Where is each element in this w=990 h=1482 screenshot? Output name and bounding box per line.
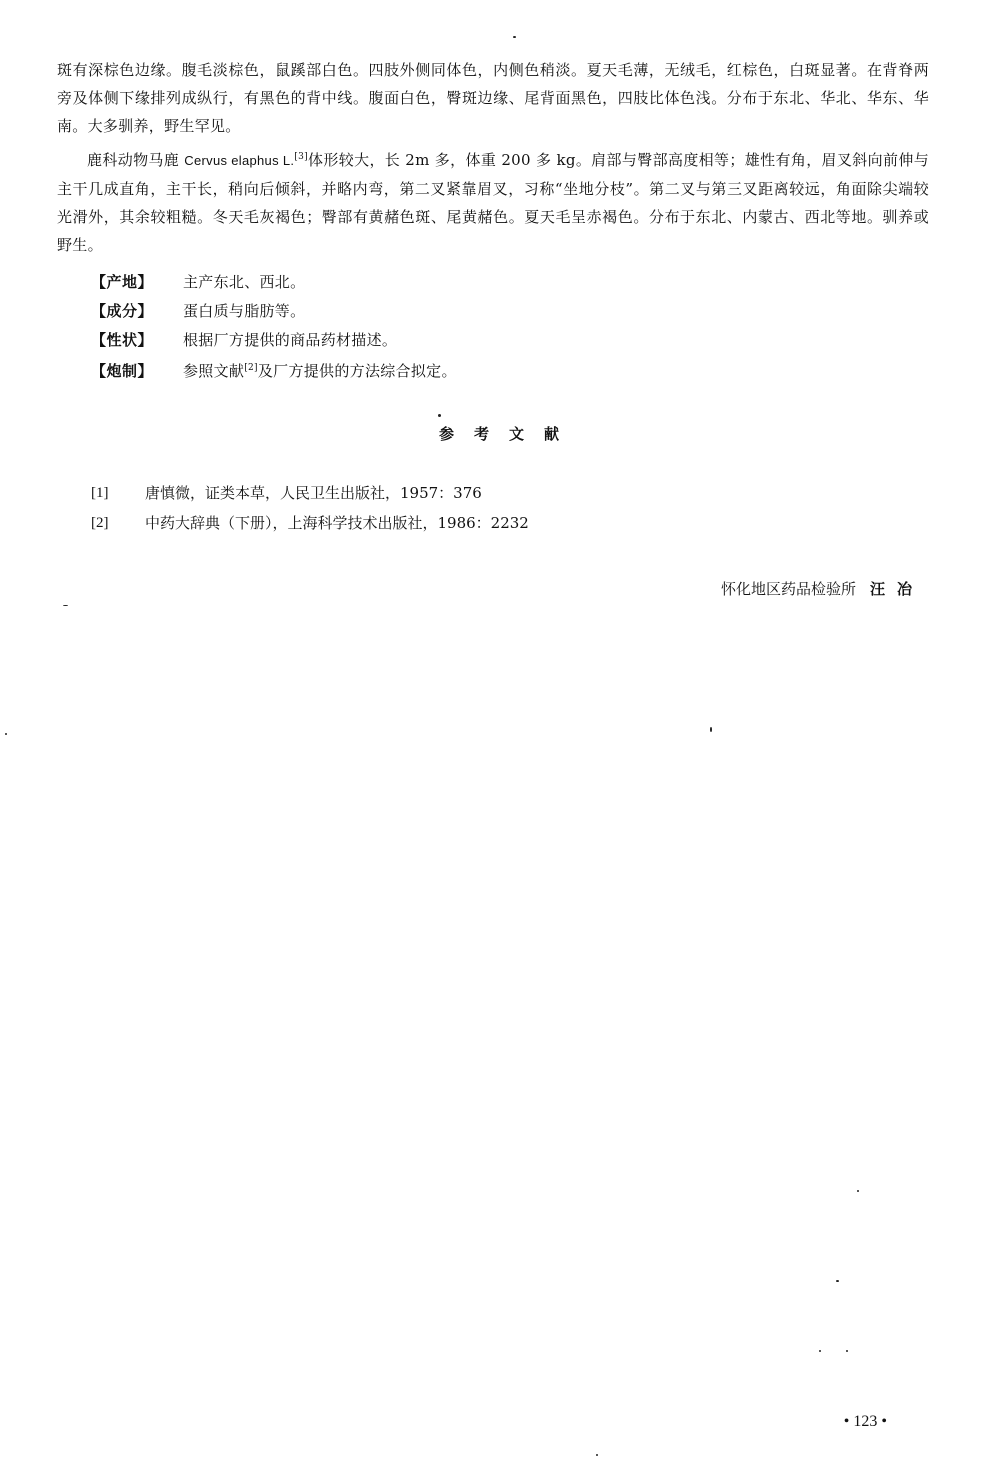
body-paragraph-1: 斑有深棕色边缘。腹毛淡棕色，鼠蹊部白色。四肢外侧同体色，内侧色稍淡。夏天毛薄，无绒毛，红棕色，白斑显著。在背脊两旁及体侧下缘排列成纵行，有黑色的背中线。腹面白色，臀斑边缘、尾背面黑色，四肢比体色浅。分布于东北、华北、华东、华南。大多驯养，野生罕见。 <box>57 61 929 135</box>
reference-number: [2] <box>91 515 109 531</box>
author-line <box>721 579 924 599</box>
citation-marker: [2] <box>244 363 258 373</box>
reference-item <box>91 513 529 533</box>
field-label: 【炮制】 <box>91 362 154 380</box>
scan-speck <box>513 36 516 38</box>
scan-speck <box>710 727 712 732</box>
paragraph-2-lead: 鹿科动物马鹿 <box>87 151 180 169</box>
field-value: 蛋白质与脂肪等。 <box>183 302 306 320</box>
field-processing <box>91 361 457 381</box>
reference-text: 中药大辞典（下册），上海科学技术出版社，1986：2232 <box>145 514 529 532</box>
field-label: 【成分】 <box>91 302 154 320</box>
page-number: • 123 • <box>843 1413 887 1430</box>
field-value <box>183 361 457 381</box>
reference-item <box>91 483 482 503</box>
scan-speck <box>596 1454 598 1456</box>
field-composition <box>91 301 305 321</box>
body-paragraph-2 <box>57 146 929 259</box>
field-origin <box>91 272 305 292</box>
scan-speck <box>5 733 7 735</box>
scan-speck <box>819 1350 821 1352</box>
field-value: 根据厂方提供的商品药材描述。 <box>183 331 398 349</box>
paragraph-2-body: 体形较大，长 2m 多，体重 200 多 kg。肩部与臀部高度相等；雄性有角，眉叉斜向前伸与主干几成直角，主干长，稍向后倾斜，并略内弯，第二叉紧靠眉叉，习称“坐地分枝”。第二叉与第三叉距离较远，角面除尖端较光滑外，其余较粗糙。冬天毛灰褐色；臀部有黄赭色斑、尾黄赭色。夏天毛呈赤褐色。分布于东北、内蒙古、西北等地。驯养或野生。 <box>57 151 929 254</box>
author-name: 汪冶 <box>869 580 924 598</box>
field-value-rest: 及厂方提供的方法综合拟定。 <box>257 362 457 380</box>
field-label: 【性状】 <box>91 331 154 349</box>
scan-speck <box>846 1350 848 1352</box>
reference-text: 唐慎微，证类本草，人民卫生出版社，1957：376 <box>145 484 482 502</box>
field-label: 【产地】 <box>91 273 154 291</box>
field-properties <box>91 330 397 350</box>
reference-number: [1] <box>91 485 109 501</box>
references-heading: 参考文献 <box>438 425 579 443</box>
latin-species-name: Cervus elaphus L. <box>184 153 295 168</box>
author-affiliation: 怀化地区药品检验所 <box>720 580 856 598</box>
scan-speck <box>438 414 441 417</box>
field-value-lead: 参照文献 <box>183 362 245 380</box>
scan-speck <box>63 605 68 606</box>
scan-speck <box>836 1280 839 1282</box>
scan-speck <box>857 1190 859 1192</box>
field-value: 主产东北、西北。 <box>183 273 306 291</box>
citation-marker: [3] <box>294 152 308 162</box>
